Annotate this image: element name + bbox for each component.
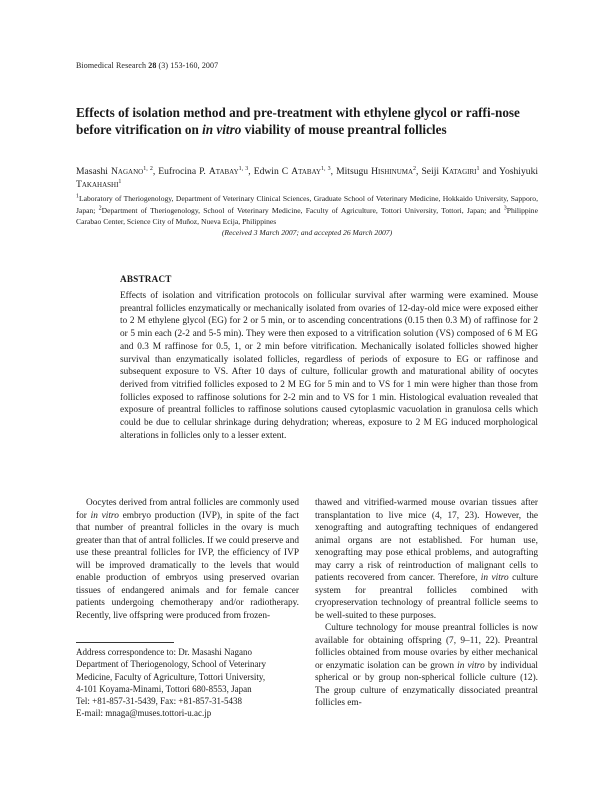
affiliations: $^1$Laboratory of Theriogenology, Department of Veterinary Clinical Sciences, Graduate School of Veterinary Medicine, Hokkaido University, Sapporo, Japan; $^2$Department of Theriogenology, School of Veterinary Medicine, Faculty of Agriculture, Tottori University, Tottori, Japan; and $^3$Philippine Carabao Center, Science City of Muñoz, Nueva Ecija, Philippines xyxy=(76,193,538,227)
author: Seiji Katagiri$^1$ and xyxy=(421,165,500,177)
affiliation: Laboratory of Theriogenology, Department of Veterinary Clinical Sciences, Graduate School of Veterinary Medicine, Hokkaido University, Sapporo, Japan; xyxy=(76,194,538,215)
title-part-2: viability of mouse preantral follicles xyxy=(241,122,447,137)
author: Mitsugu Hishinuma$^2$, xyxy=(336,165,422,177)
title-italic: in vitro xyxy=(202,122,242,137)
journal-name: Biomedical Research xyxy=(76,61,147,70)
footnote-line: Department of Theriogenology, School of Veterinary xyxy=(76,659,267,670)
journal-header xyxy=(76,61,218,70)
footnote-line: Address correspondence to: Dr. Masashi Nagano xyxy=(76,647,252,657)
journal-issue-pages: (3) 153-160, 2007 xyxy=(158,61,219,70)
author: Masashi Nagano$^{1, 2}$, xyxy=(76,165,159,177)
title-part-1: Effects of isolation method and pre-treatment with ethylene glycol or raffi-nose before vitrification on xyxy=(76,105,520,137)
affiliation: Philippine Carabao Center, Science City of Muñoz, Nueva Ecija, Philippines xyxy=(76,205,538,227)
abstract-text: Effects of isolation and vitrification protocols on follicular survival after warming were examined. Mouse preantral follicles enzymatically or mechanically isolated from ovaries of 12-day-old mice were exposed either to 2 M ethylene glycol (EG) for 2 or 5 min, or to ascending concentrations (0.15 then 0.3 M) of raffinose for 2 or 5 min each (2-2 and 5-5 min). They were then exposed to a vitrification solution (VS) composed of 6 M EG and 0.3 M raffinose for 0.5, 1, or 2 min before vitrification. Mechanically isolated follicles showed higher survival than enzymatically isolated follicles, regardless of periods of exposure to EG or raffinose and subsequent exposure to VS. After 10 days of culture, follicular growth and maturational ability of oocytes derived from vitrified follicles exposed to 2 M EG for 5 min and to VS for 1 min were higher than those from follicles exposed to raffinose solutions for 2-2 min and to VS for 1 min. Histological evaluation revealed that exposure of preantral follicles to raffinose solutions caused cytoplasmic vacuolation in granulosa cells which could be due to cellular shrinkage during dehydration; whereas, exposure to 2 M EG induced morphological alterations in follicles only to a lesser extent. xyxy=(120,291,538,441)
body-paragraph: Oocytes derived from antral follicles are commonly used for in vitro embryo production (IVP), in spite of the fact that number of preantral follicles in the ovary is much greater than that of antral follicles. If we could preserve and use these preantral follicles for IVP, the efficiency of IVP will be improved dramatically to the levels that would enable production of embryos using preserved ovarian tissues of endangered animals and for female cancer patients undergoing chemotherapy and/or radiotherapy. Recently, live offspring were produced from frozen- xyxy=(76,498,299,621)
footnote-divider xyxy=(76,642,174,643)
author: Eufrocina P. Atabay$^{1, 3}$, xyxy=(158,165,254,177)
author: Edwin C Atabay$^{1, 3}$, xyxy=(253,165,337,177)
author: Yoshiyuki Takahashi$^1$ xyxy=(76,166,539,190)
footnote-line: 4-101 Koyama-Minami, Tottori 680-8553, Japan xyxy=(76,683,252,694)
body-column-right xyxy=(315,497,538,710)
body-paragraph: thawed and vitrified-warmed mouse ovarian tissues after transplantation to live mice (4, 17, 23). However, the xenografting and autografting techniques of endangered animal organs are not established. For human use, xenografting may pose ethical problems, and autografting may carry a risk of reintroduction of malignant cells to patients recovered from cancer. Therefore, in vitro culture system for preantral follicles combined with cryopreservation technology of preantral follicle seems to be well-suited to these purposes. xyxy=(315,498,538,621)
affiliation: Department of Theriogenology, School of Veterinary Medicine, Faculty of Agriculture, Tottori University, Tottori, Japan; and xyxy=(101,205,504,215)
received-dates: (Received 3 March 2007; and accepted 26 March 2007) xyxy=(221,228,393,237)
footnote-line: Medicine, Faculty of Agriculture, Tottori University, xyxy=(76,671,266,682)
abstract-body xyxy=(120,290,538,442)
body-column-left xyxy=(76,497,299,622)
correspondence-footnote xyxy=(76,646,306,720)
body-paragraph: Culture technology for mouse preantral follicles is now available for obtaining offspring (7, 9–11, 22). Preantral follicles obtained from mouse ovaries by either mechanical or enzymatic isolation can be grown in vitro by individual spherical or by group non-spherical follicle culture (12). The group culture of enzymatically dissociated preantral follicles em- xyxy=(315,623,538,708)
footnote-email: E-mail: mnaga@muses.tottori-u.ac.jp xyxy=(76,708,212,719)
footnote-line: Tel: +81-857-31-5439, Fax: +81-857-31-5438 xyxy=(76,696,242,707)
journal-volume: 28 xyxy=(148,61,157,70)
author-list xyxy=(76,165,538,191)
abstract-heading: ABSTRACT xyxy=(120,274,172,284)
article-title xyxy=(76,104,538,138)
